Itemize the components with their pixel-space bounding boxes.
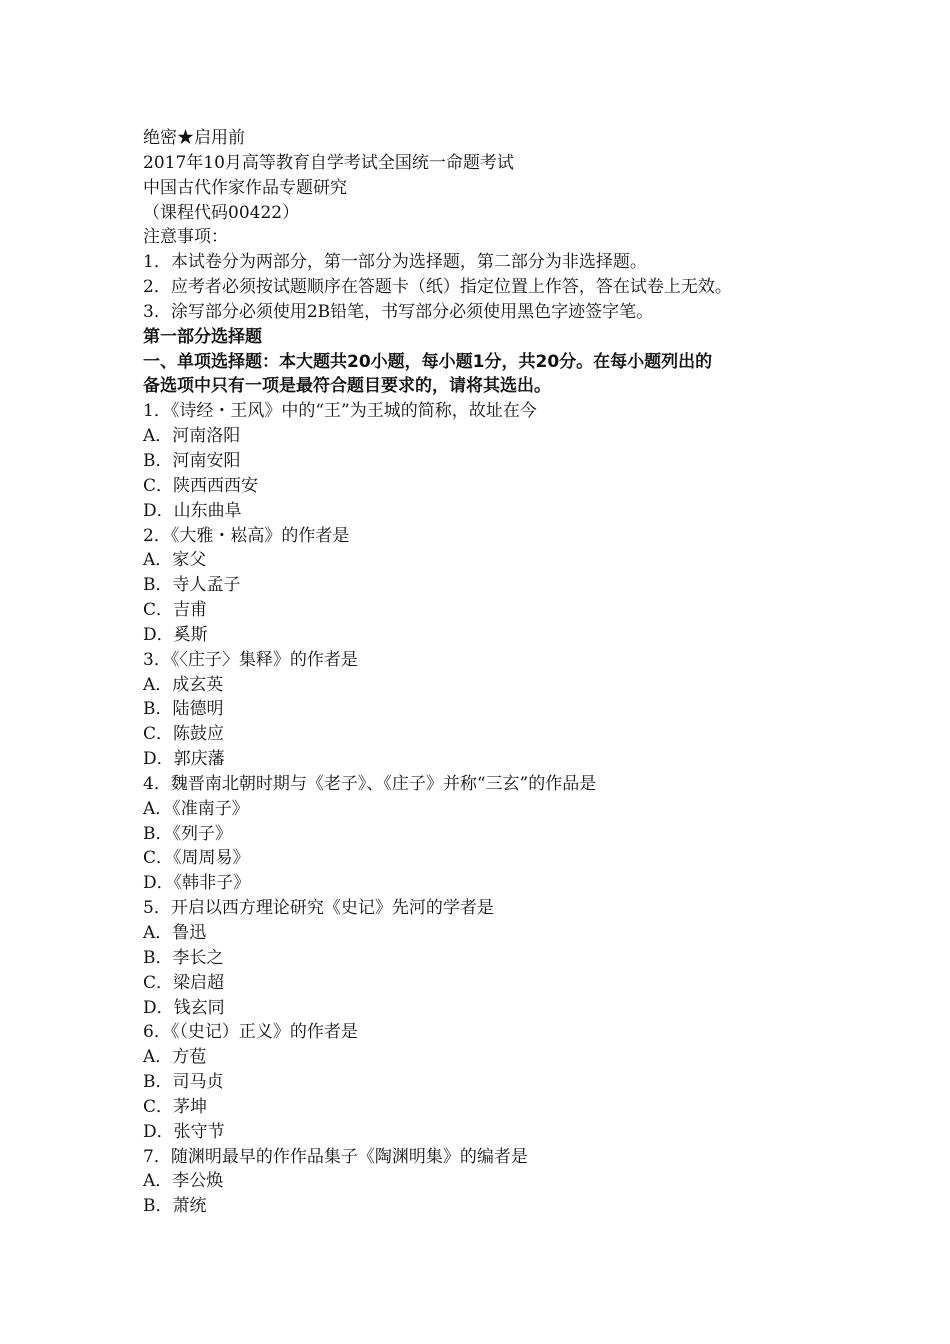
question-option: A．河南洛阳 — [143, 426, 241, 447]
question-option: C．《周周易》 — [143, 848, 250, 869]
question-option: A．成玄英 — [143, 674, 224, 695]
question-option: C．吉甫 — [143, 600, 208, 621]
notes-heading: 注意事项： — [143, 227, 228, 248]
question-option: A．《准南子》 — [143, 798, 249, 819]
question-option: D．《韩非子》 — [143, 873, 251, 894]
note-item: 1．本试卷分为两部分，第一部分为选择题，第二部分为非选择题。 — [143, 252, 647, 273]
question-option: A．鲁迅 — [143, 923, 207, 943]
note-item: 2．应考者必须按试题顺序在答题卡（纸）指定位置上作答，答在试卷上无效。 — [143, 277, 732, 298]
question-stem: 3．《〈庄子〉集释》的作者是 — [143, 649, 358, 670]
part-title: 第一部分选择题 — [143, 326, 262, 347]
question-option: A．李公焕 — [143, 1171, 224, 1192]
course-name: 中国古代作家作品专题研究 — [143, 177, 347, 198]
section-title-line-1: 一、单项选择题：本大题共20小题，每小题1分，共20分。在每小题列出的 — [143, 351, 713, 372]
question-stem: 5．开启以西方理论研究《史记》先河的学者是 — [143, 898, 494, 919]
question-option: A．方苞 — [143, 1047, 207, 1068]
question-stem: 2．《大雅・崧高》的作者是 — [143, 525, 350, 546]
question-1 — [143, 399, 823, 523]
question-option: C．陕西西西安 — [143, 475, 259, 496]
question-option: B．寺人孟子 — [143, 575, 241, 596]
question-option: B．河南安阳 — [143, 450, 241, 471]
question-option: B．《列子》 — [143, 823, 232, 844]
note-item: 3．涂写部分必须使用2B铅笔，书写部分必须使用黑色字迹签字笔。 — [143, 301, 654, 322]
confidential-label: 绝密★启用前 — [143, 128, 245, 148]
question-stem: 6．《（史记）正义》的作者是 — [143, 1022, 358, 1043]
question-4 — [143, 772, 823, 896]
question-option: D．奚斯 — [143, 624, 208, 645]
question-7 — [143, 1145, 823, 1220]
question-6 — [143, 1020, 823, 1144]
question-option: D．郭庆藩 — [143, 749, 225, 770]
question-2 — [143, 524, 823, 648]
section-title-line-2: 备选项中只有一项是最符合题目要求的，请将其选出。 — [143, 376, 551, 397]
question-stem: 4．魏晋南北朝时期与《老子》、《庄子》并称“三玄”的作品是 — [143, 773, 597, 794]
question-option: C．陈鼓应 — [143, 724, 225, 745]
question-option: D．钱玄同 — [143, 997, 225, 1018]
question-option: D．张守节 — [143, 1121, 225, 1142]
question-option: B．陆德明 — [143, 699, 224, 720]
question-stem: 1．《诗经・王风》中的“王”为王城的简称，故址在今 — [143, 401, 537, 422]
document-page — [143, 126, 823, 1219]
question-option: A．家父 — [143, 550, 207, 571]
question-option: B．李长之 — [143, 947, 224, 968]
question-option: B．司马贞 — [143, 1072, 224, 1093]
question-option: D．山东曲阜 — [143, 500, 242, 521]
question-option: C．梁启超 — [143, 972, 225, 993]
question-option: C．茅坤 — [143, 1096, 208, 1117]
question-stem: 7．随渊明最早的作作品集子《陶渊明集》的编者是 — [143, 1146, 528, 1167]
question-5 — [143, 896, 823, 1020]
question-3 — [143, 648, 823, 772]
question-option: B．萧统 — [143, 1196, 207, 1217]
course-code: （课程代码00422） — [143, 202, 300, 223]
exam-title: 2017年10月高等教育自学考试全国统一命题考试 — [143, 152, 514, 173]
